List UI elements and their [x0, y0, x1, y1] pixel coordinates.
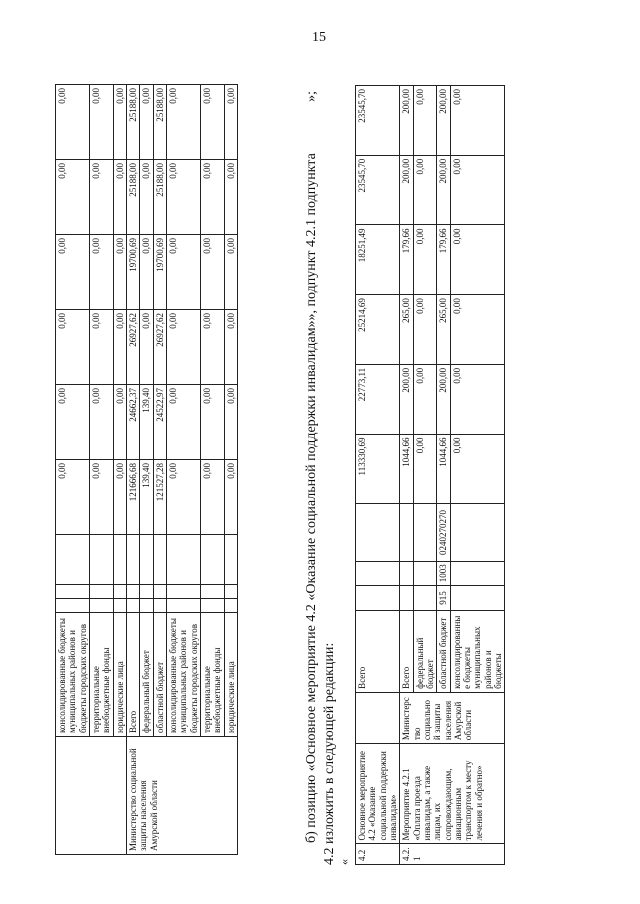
code-cell [167, 585, 201, 599]
code-cell [450, 586, 505, 611]
amount-cell: 121527,28 [153, 460, 166, 535]
code-cell [140, 535, 153, 585]
amount-cell: 0,00 [450, 434, 505, 504]
amount-cell: 200,00 [437, 155, 450, 225]
funding-source-cell: федеральный бюджет [413, 610, 437, 692]
amount-cell: 23545,70 [356, 86, 400, 156]
code-cell [400, 504, 413, 561]
code-cell [201, 585, 225, 599]
code-cell [400, 586, 413, 611]
code-cell [400, 561, 413, 586]
budget-table-bottom [355, 85, 505, 865]
funding-source-cell: юридические лица [113, 613, 126, 737]
item-number-cell: 4.2.1 [400, 844, 505, 865]
amount-cell: 0,00 [56, 460, 90, 535]
code-cell [167, 535, 201, 585]
amount-cell: 0,00 [201, 385, 225, 460]
code-cell [356, 561, 400, 586]
page-number: 15 [312, 30, 326, 45]
amount-cell: 0,00 [450, 364, 505, 434]
code-cell [450, 561, 505, 586]
funding-source-cell: консолидированные бюджеты муниципальных районов и бюджеты [450, 610, 505, 692]
code-cell: 915 [437, 586, 450, 611]
amount-cell: 0,00 [224, 235, 237, 310]
code-cell [356, 504, 400, 561]
amount-cell: 0,00 [224, 385, 237, 460]
amount-cell: 0,00 [90, 160, 114, 235]
code-cell: 1003 [437, 561, 450, 586]
paragraph-line-2: 4.2 изложить в следующей редакции: [321, 642, 337, 865]
table-row [400, 86, 413, 865]
amount-cell: 0,00 [224, 85, 237, 160]
closing-quote: »; [304, 91, 319, 102]
amount-cell: 200,00 [400, 86, 413, 156]
amount-cell: 0,00 [113, 460, 126, 535]
amount-cell: 1044,66 [400, 434, 413, 504]
amount-cell: 0,00 [224, 460, 237, 535]
amount-cell: 0,00 [56, 85, 90, 160]
code-cell [127, 535, 140, 585]
amount-cell: 0,00 [56, 310, 90, 385]
funding-source-cell: территориальные внебюджетные фонды [201, 613, 225, 737]
code-cell [224, 535, 237, 585]
amount-cell: 0,00 [413, 434, 437, 504]
rotated-page-content [55, 65, 615, 865]
amount-cell: 25188,00 [127, 160, 140, 235]
amount-cell: 0,00 [113, 160, 126, 235]
amount-cell: 26927,62 [153, 310, 166, 385]
code-cell [90, 599, 114, 613]
code-cell [356, 586, 400, 611]
amount-cell: 0,00 [201, 160, 225, 235]
code-cell [90, 535, 114, 585]
amount-cell: 113330,69 [356, 434, 400, 504]
amount-cell: 22773,11 [356, 364, 400, 434]
item-number-cell: 4.2 [356, 844, 400, 865]
amount-cell: 25214,69 [356, 295, 400, 365]
item-name-cell: Мероприятие 4.2.1 «Оплата проезда инвалидам, а также лицам, их сопровождающим, авиационным транспортом к месту лечения и обратно» [400, 744, 505, 844]
amount-cell: 0,00 [113, 385, 126, 460]
amount-cell: 0,00 [140, 160, 153, 235]
amount-cell: 0,00 [450, 295, 505, 365]
amount-cell: 0,00 [90, 235, 114, 310]
amount-cell: 200,00 [437, 86, 450, 156]
executor-cell [56, 737, 127, 855]
amount-cell: 139,40 [140, 385, 153, 460]
amount-cell: 265,00 [437, 295, 450, 365]
funding-source-cell: юридические лица [224, 613, 237, 737]
amount-cell: 0,00 [450, 155, 505, 225]
code-cell [127, 585, 140, 599]
amount-cell: 26927,62 [127, 310, 140, 385]
amount-cell: 25188,00 [127, 85, 140, 160]
funding-source-cell: областной бюджет [437, 610, 450, 692]
code-cell [201, 535, 225, 585]
amount-cell: 0,00 [167, 160, 201, 235]
amount-cell: 25188,00 [153, 160, 166, 235]
code-cell [413, 504, 437, 561]
code-cell [413, 586, 437, 611]
amount-cell: 0,00 [413, 155, 437, 225]
code-cell [413, 561, 437, 586]
code-cell [153, 535, 166, 585]
amount-cell: 25188,00 [153, 85, 166, 160]
amount-cell: 0,00 [140, 235, 153, 310]
amount-cell: 265,00 [400, 295, 413, 365]
funding-source-cell: консолидированные бюджеты муниципальных районов и бюджеты городских округов [167, 613, 201, 737]
amount-cell: 0,00 [201, 460, 225, 535]
amount-cell: 0,00 [450, 86, 505, 156]
amount-cell: 139,40 [140, 460, 153, 535]
code-cell [450, 504, 505, 561]
amount-cell: 121666,68 [127, 460, 140, 535]
code-cell [56, 535, 90, 585]
amount-cell: 0,00 [450, 225, 505, 295]
funding-source-cell: федеральный бюджет [140, 613, 153, 737]
amount-cell: 0,00 [90, 385, 114, 460]
amount-cell: 0,00 [56, 160, 90, 235]
code-cell [140, 585, 153, 599]
funding-source-cell: консолидированные бюджеты муниципальных районов и бюджеты городских округов [56, 613, 90, 737]
code-cell [113, 535, 126, 585]
executor-cell [356, 692, 400, 743]
table-row [127, 85, 140, 855]
amount-cell: 0,00 [167, 385, 201, 460]
funding-source-cell: областной бюджет [153, 613, 166, 737]
amount-cell: 0,00 [56, 235, 90, 310]
amount-cell: 0,00 [113, 310, 126, 385]
amount-cell: 0,00 [90, 310, 114, 385]
amount-cell: 200,00 [400, 155, 413, 225]
amount-cell: 0,00 [113, 85, 126, 160]
amount-cell: 1044,66 [437, 434, 450, 504]
amount-cell: 0,00 [56, 385, 90, 460]
amount-cell: 23545,70 [356, 155, 400, 225]
amount-cell: 0,00 [413, 86, 437, 156]
code-cell [224, 585, 237, 599]
amount-cell: 179,66 [437, 225, 450, 295]
amount-cell: 18251,49 [356, 225, 400, 295]
amount-cell: 24662,37 [127, 385, 140, 460]
amendment-paragraph [303, 65, 338, 865]
amount-cell: 0,00 [413, 225, 437, 295]
code-cell [201, 599, 225, 613]
executor-cell: Министерство социальной защиты населения Амурской области [127, 737, 238, 855]
paragraph-line-1: б) позицию «Основное мероприятие 4.2 «Оказание социальной поддержки инвалидам»», подпункт 4.2.1 подпункта [304, 153, 319, 843]
code-cell [127, 599, 140, 613]
funding-source-cell: территориальные внебюджетные фонды [90, 613, 114, 737]
amount-cell: 0,00 [140, 85, 153, 160]
amount-cell: 0,00 [413, 364, 437, 434]
amount-cell: 0,00 [167, 235, 201, 310]
funding-source-cell: Всего [127, 613, 140, 737]
code-cell [140, 599, 153, 613]
amount-cell: 0,00 [413, 295, 437, 365]
amount-cell: 0,00 [113, 235, 126, 310]
code-cell [56, 599, 90, 613]
amount-cell: 200,00 [400, 364, 413, 434]
amount-cell: 200,00 [437, 364, 450, 434]
amount-cell: 24522,97 [153, 385, 166, 460]
opening-quote: « [337, 859, 351, 865]
code-cell [113, 585, 126, 599]
amount-cell: 0,00 [167, 310, 201, 385]
amount-cell: 0,00 [224, 310, 237, 385]
amount-cell: 0,00 [201, 235, 225, 310]
amount-cell: 0,00 [201, 85, 225, 160]
item-name-cell: Основное мероприятие 4.2 «Оказание социальной поддержки инвалидам» [356, 744, 400, 844]
amount-cell: 0,00 [140, 310, 153, 385]
code-cell [224, 599, 237, 613]
code-cell [153, 599, 166, 613]
budget-table-top [55, 84, 238, 855]
amount-cell: 19700,69 [127, 235, 140, 310]
table-row [356, 86, 400, 865]
amount-cell: 19700,69 [153, 235, 166, 310]
code-cell [56, 585, 90, 599]
funding-source-cell: Всего [400, 610, 413, 692]
amount-cell: 0,00 [90, 460, 114, 535]
amount-cell: 179,66 [400, 225, 413, 295]
amount-cell: 0,00 [167, 85, 201, 160]
code-cell [167, 599, 201, 613]
amount-cell: 0,00 [224, 160, 237, 235]
code-cell: 0240270270 [437, 504, 450, 561]
amount-cell: 0,00 [90, 85, 114, 160]
code-cell [113, 599, 126, 613]
executor-cell: Министерство социальной защиты населения Амурской области [400, 692, 505, 743]
code-cell [153, 585, 166, 599]
amount-cell: 0,00 [201, 310, 225, 385]
amount-cell: 0,00 [167, 460, 201, 535]
code-cell [90, 585, 114, 599]
funding-source-cell: Всего [356, 610, 400, 692]
table-row [56, 85, 90, 855]
